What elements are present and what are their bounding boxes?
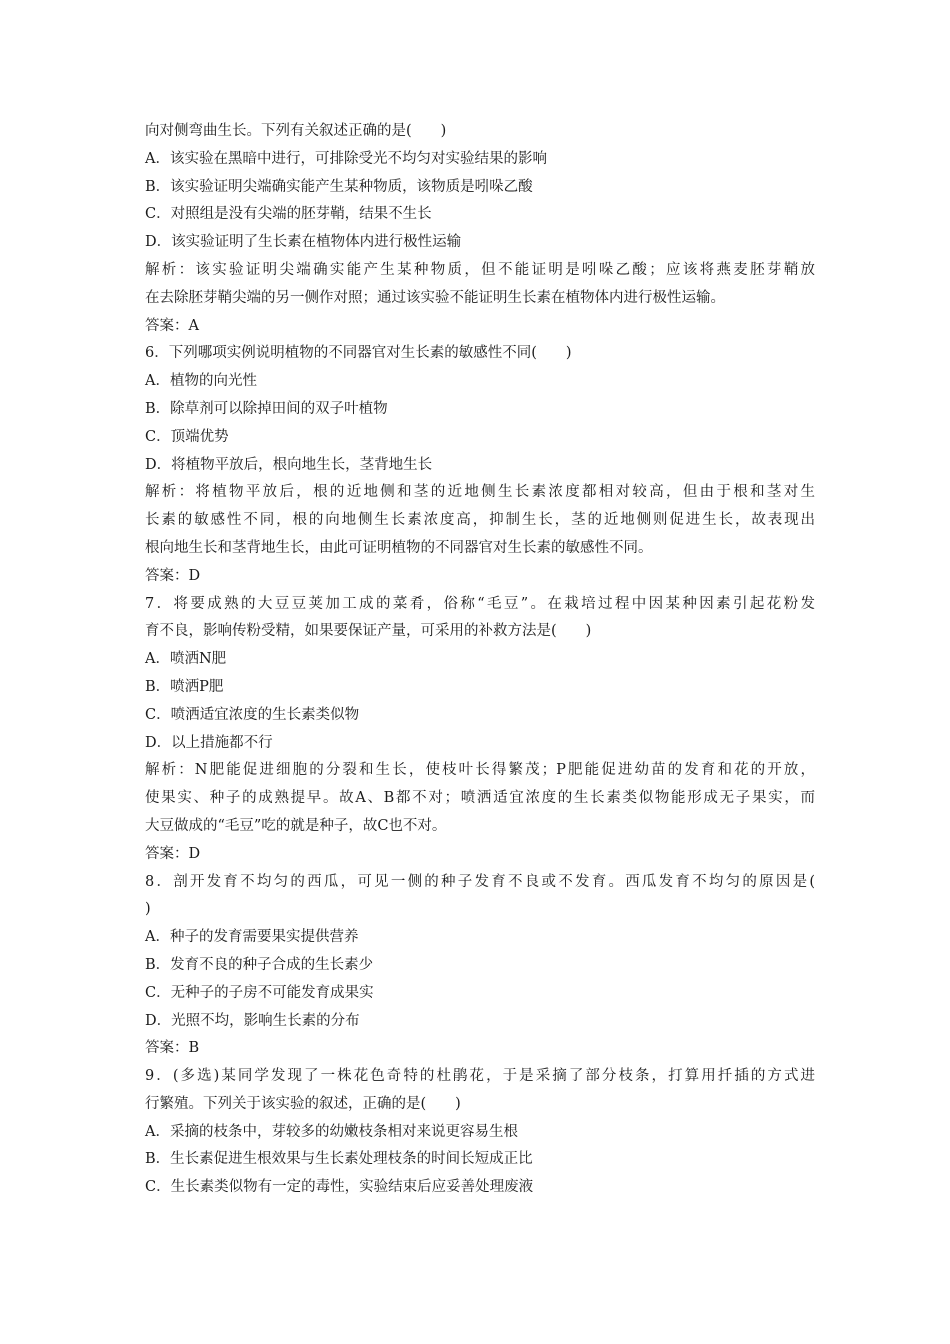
option-line: C．顶端优势 [145,428,229,445]
answer-line: 答案：D [145,845,201,862]
document-page [145,118,815,1202]
question-stem-line: 行繁殖。下列关于该实验的叙述，正确的是( ) [145,1095,461,1112]
option-line: B．除草剂可以除掉田间的双子叶植物 [145,400,388,417]
option-line: D．将植物平放后，根向地生长，茎背地生长 [145,456,433,473]
answer-line: 答案：D [145,567,201,584]
question-stem-line: ) [145,901,151,918]
option-line: B．发育不良的种子合成的生长素少 [145,956,374,973]
option-line: C．生长素类似物有一定的毒性，实验结束后应妥善处理废液 [145,1179,534,1196]
option-line: D．以上措施都不行 [145,734,273,751]
analysis-line: 根向地生长和茎背地生长，由此可证明植物的不同器官对生长素的敏感性不同。 [145,539,653,556]
analysis-line: 解析：将植物平放后，根的近地侧和茎的近地侧生长素浓度都相对较高，但由于根和茎对生 [145,484,815,501]
answer-line: 答案：A [145,317,199,334]
question-stem-line: 9．(多选)某同学发现了一株花色奇特的杜鹃花，于是采摘了部分枝条，打算用扦插的方式进 [145,1068,815,1085]
option-line: B．喷洒P肥 [145,678,224,695]
analysis-line: 长素的敏感性不同，根的向地侧生长素浓度高，抑制生长，茎的近地侧则促进生长，故表现出 [145,512,815,529]
option-line: B．生长素促进生根效果与生长素处理枝条的时间长短成正比 [145,1151,533,1168]
question-stem-line: 8．剖开发育不均匀的西瓜，可见一侧的种子发育不良或不发育。西瓜发育不均匀的原因是( [145,873,815,890]
question-stem-line: 向对侧弯曲生长。下列有关叙述正确的是( ) [145,123,447,139]
option-line: D．光照不均，影响生长素的分布 [145,1012,360,1029]
analysis-line: 在去除胚芽鞘尖端的另一侧作对照；通过该实验不能证明生长素在植物体内进行极性运输。 [145,289,725,306]
analysis-line: 大豆做成的“毛豆”吃的就是种子，故C也不对。 [145,817,447,834]
option-line: D．该实验证明了生长素在植物体内进行极性运输 [145,234,462,251]
option-line: C．喷洒适宜浓度的生长素类似物 [145,706,360,723]
question-stem-line: 育不良，影响传粉受精，如果要保证产量，可采用的补救方法是( ) [145,623,592,640]
option-line: A．喷洒N肥 [145,651,227,668]
analysis-line: 解析：该实验证明尖端确实能产生某种物质，但不能证明是吲哚乙酸；应该将燕麦胚芽鞘放 [145,261,815,278]
option-line: B．该实验证明尖端确实能产生某种物质，该物质是吲哚乙酸 [145,178,533,195]
option-line: A．种子的发育需要果实提供营养 [145,929,359,946]
option-line: A．采摘的枝条中，芽较多的幼嫩枝条相对来说更容易生根 [145,1123,518,1140]
option-line: A．植物的向光性 [145,373,257,390]
option-line: C．无种子的子房不可能发育成果实 [145,984,374,1001]
answer-line: 答案：B [145,1040,200,1057]
analysis-line: 解析：N肥能促进细胞的分裂和生长，使枝叶长得繁茂；P肥能促进幼苗的发育和花的开放， [145,762,815,779]
analysis-line: 使果实、种子的成熟提早。故A、B都不对；喷洒适宜浓度的生长素类似物能形成无子果实，而 [145,790,815,807]
question-stem-line: 7．将要成熟的大豆豆荚加工成的菜肴，俗称“毛豆”。在栽培过程中因某种因素引起花粉发 [145,595,815,612]
question-stem-line: 6．下列哪项实例说明植物的不同器官对生长素的敏感性不同( ) [145,345,572,362]
option-line: A．该实验在黑暗中进行，可排除受光不均匀对实验结果的影响 [145,150,547,167]
option-line: C．对照组是没有尖端的胚芽鞘，结果不生长 [145,206,432,223]
